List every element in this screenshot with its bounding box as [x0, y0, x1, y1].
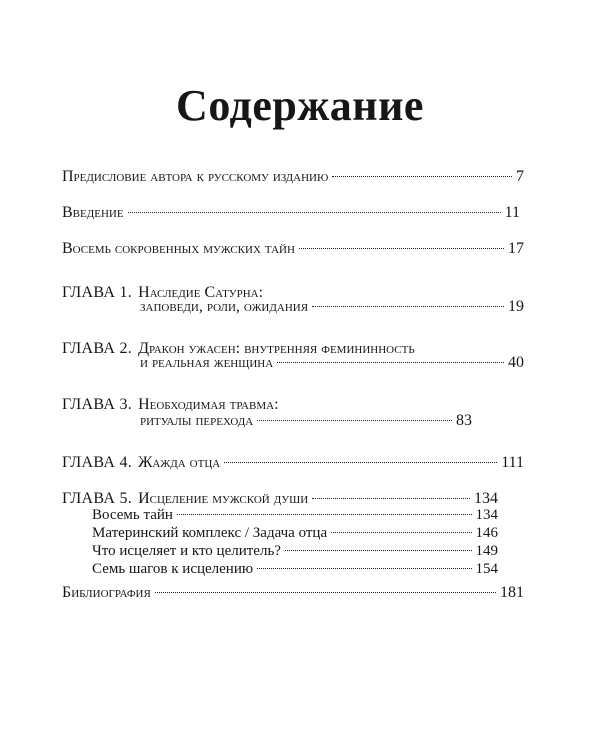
chapter-title-line2: и реальная женщина — [140, 354, 274, 371]
dot-leader — [332, 176, 512, 177]
toc-subentry-page: 134 — [475, 507, 498, 523]
chapter-title-line1: Наследие Сатурна: — [138, 284, 264, 301]
dot-leader — [285, 550, 472, 551]
toc-entry-label: Восемь сокровенных мужских тайн — [62, 240, 295, 257]
toc-subentry-label: Что исцеляет и кто целитель? — [92, 543, 281, 559]
toc-entry-page: 181 — [500, 584, 524, 601]
dot-leader — [331, 532, 471, 533]
dot-leader — [277, 362, 504, 363]
chapter-title-line2: ритуалы перехода — [140, 412, 254, 429]
chapter-title-line1: Необходимая травма: — [138, 396, 279, 413]
toc-entry-label: Введение — [62, 204, 124, 221]
dot-leader — [128, 212, 501, 213]
dot-leader — [224, 462, 497, 463]
toc-subentry-page: 146 — [475, 525, 498, 541]
toc-subentry-page: 154 — [475, 561, 498, 577]
chapter-number: ГЛАВА 3. — [62, 396, 133, 413]
chapter-number: ГЛАВА 4. — [62, 454, 133, 471]
toc-entry-page: 134 — [474, 490, 498, 507]
toc-entry-page: 19 — [508, 298, 524, 315]
dot-leader — [299, 248, 504, 249]
toc-entry-chapter-1 — [140, 296, 524, 318]
toc-entry-page: 111 — [501, 454, 524, 471]
chapter-number: ГЛАВА 2. — [62, 340, 133, 357]
toc-subentry-label: Семь шагов к исцелению — [92, 561, 254, 577]
toc-subentry-page: 149 — [475, 543, 498, 559]
toc-entry-preface — [62, 166, 524, 188]
dot-leader — [312, 498, 470, 499]
toc-subentry — [92, 506, 498, 524]
toc-subentry — [92, 524, 498, 542]
toc-entry-introduction — [62, 202, 520, 224]
toc-subentry-label: Материнский комплекс / Задача отца — [92, 525, 328, 541]
dot-leader — [177, 514, 472, 515]
toc-entry-label: Жажда отца — [138, 454, 221, 471]
toc-subentry-label: Восемь тайн — [92, 507, 173, 523]
chapter-number: ГЛАВА 1. — [62, 284, 133, 301]
toc-entry-page: 17 — [508, 240, 524, 257]
toc-entry-chapter-3 — [140, 410, 472, 432]
toc-entry-eight-secrets — [62, 238, 524, 260]
toc-subentry — [92, 560, 498, 578]
chapter-title-line2: заповеди, роли, ожидания — [140, 298, 309, 315]
toc-subentry — [92, 542, 498, 560]
chapter-number: ГЛАВА 5. — [62, 490, 133, 507]
dot-leader — [155, 592, 496, 593]
toc-entry-label: Библиография — [62, 584, 151, 601]
toc-entry-page: 11 — [504, 204, 520, 221]
toc-entry-chapter-2 — [140, 352, 524, 374]
chapter-title-line1: Дракон ужасен: внутренняя фемининность — [138, 340, 415, 357]
toc-entry-page: 7 — [516, 168, 524, 185]
dot-leader — [257, 420, 452, 421]
toc-entry-chapter-4 — [62, 452, 524, 474]
toc-entry-bibliography — [62, 582, 524, 604]
dot-leader — [257, 568, 471, 569]
toc-entry-page: 83 — [456, 412, 472, 429]
toc-entry-page: 40 — [508, 354, 524, 371]
dot-leader — [312, 306, 504, 307]
page-title: Содержание — [176, 81, 424, 130]
toc-entry-label: Исцеление мужской души — [138, 490, 309, 507]
toc-entry-label: Предисловие автора к русскому изданию — [62, 168, 329, 185]
